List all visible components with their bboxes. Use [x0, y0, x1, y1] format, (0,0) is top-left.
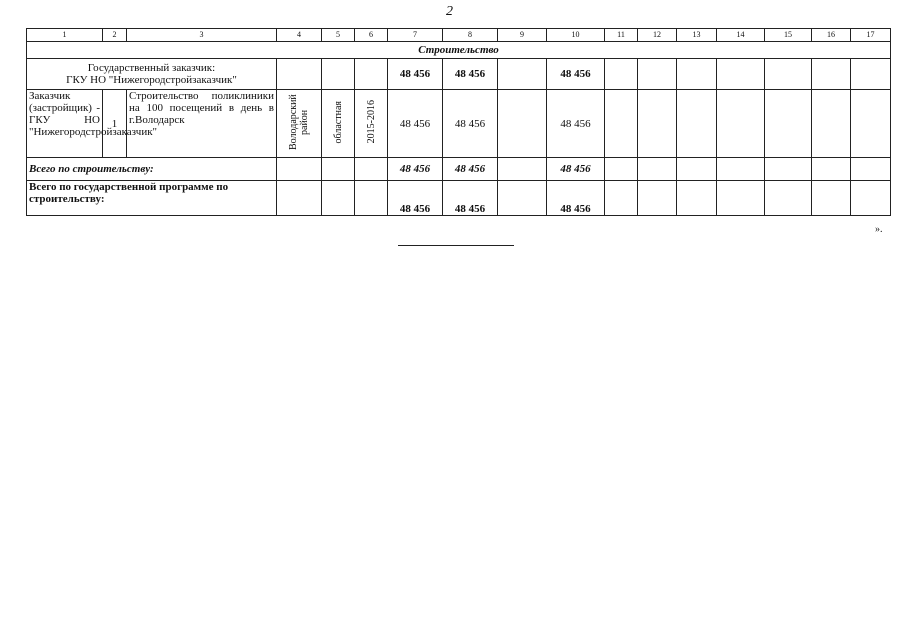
customer-col7: 48 456	[388, 59, 443, 90]
closing-quote-mark: ».	[875, 224, 883, 235]
item-col8: 48 456	[443, 90, 498, 158]
item-col7: 48 456	[388, 90, 443, 158]
col-num-15: 15	[765, 29, 812, 42]
grand-total-col7: 48 456	[388, 181, 443, 216]
col-num-7: 7	[388, 29, 443, 42]
col-num-6: 6	[355, 29, 388, 42]
item-number: 1	[103, 90, 127, 158]
section-row	[27, 42, 891, 59]
subtotal-label: Всего по строительству:	[27, 158, 277, 181]
grand-total-label: Всего по государственной программе по строительству:	[27, 181, 277, 216]
column-number-row	[27, 29, 891, 42]
page-number: 2	[446, 4, 453, 19]
subtotal-row	[27, 158, 891, 181]
col-num-16: 16	[812, 29, 851, 42]
customer-row	[27, 59, 891, 90]
period-cell	[355, 90, 388, 158]
section-title: Строительство	[27, 42, 891, 59]
customer-name	[27, 59, 277, 90]
col-num-4: 4	[277, 29, 322, 42]
col-num-17: 17	[851, 29, 891, 42]
col-num-5: 5	[322, 29, 355, 42]
col-num-2: 2	[103, 29, 127, 42]
col-num-11: 11	[605, 29, 638, 42]
program-table	[26, 28, 891, 216]
grand-total-row	[27, 181, 891, 216]
col-num-8: 8	[443, 29, 498, 42]
col-num-13: 13	[677, 29, 717, 42]
subtotal-col10: 48 456	[547, 158, 605, 181]
budget-text: областная	[332, 100, 344, 144]
item-row	[27, 90, 891, 158]
grand-total-col10: 48 456	[547, 181, 605, 216]
col-num-14: 14	[717, 29, 765, 42]
col-num-1: 1	[27, 29, 103, 42]
col-num-9: 9	[498, 29, 547, 42]
object-name: Строительство поликлиники на 100 посещений в день в г.Володарск	[127, 90, 277, 158]
customer-col10: 48 456	[547, 59, 605, 90]
district-text: Володарский район	[288, 94, 310, 150]
subtotal-col8: 48 456	[443, 158, 498, 181]
grand-total-col8: 48 456	[443, 181, 498, 216]
subtotal-col7: 48 456	[388, 158, 443, 181]
customer-col8: 48 456	[443, 59, 498, 90]
col-num-12: 12	[638, 29, 677, 42]
budget-cell	[322, 90, 355, 158]
separator-rule	[398, 245, 514, 246]
col-num-10: 10	[547, 29, 605, 42]
item-col10: 48 456	[547, 90, 605, 158]
col-num-3: 3	[127, 29, 277, 42]
developer-cell: Заказчик (застройщик) - ГКУ НО "Нижегородстройзаказчик"	[27, 90, 103, 158]
customer-name-text: Государственный заказчик: ГКУ НО "Нижегородстройзаказчик"	[66, 62, 237, 86]
district-cell	[277, 90, 322, 158]
period-text: 2015-2016	[365, 100, 377, 144]
